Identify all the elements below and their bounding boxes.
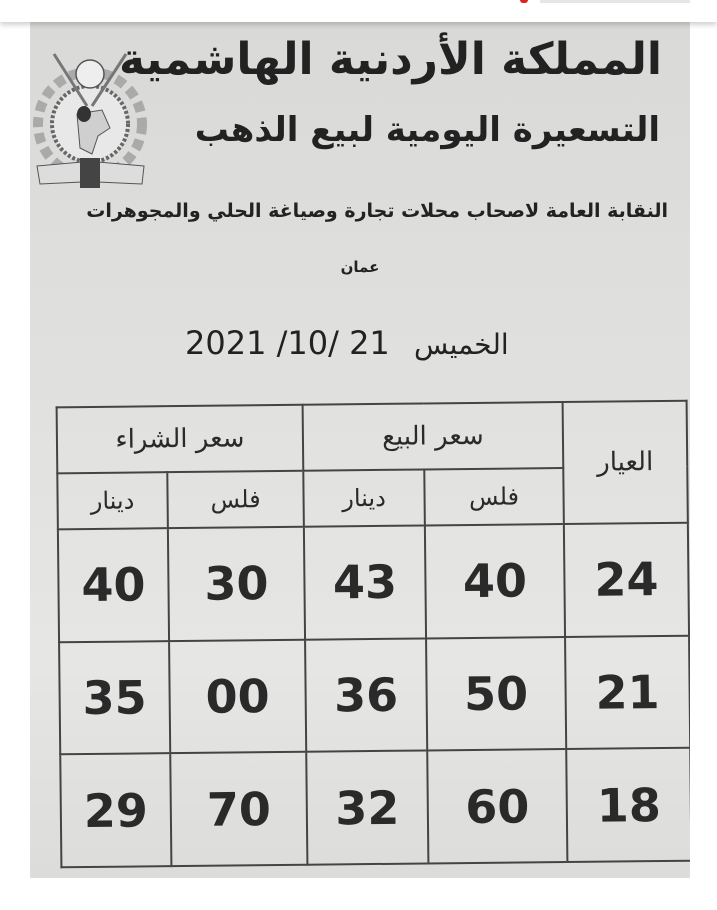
buy-fils-cell: 30 — [168, 527, 305, 641]
buy-fils-cell: 00 — [169, 639, 306, 753]
sell-fils-header: فلس — [424, 468, 564, 525]
sell-price-header: سعر البيع — [303, 402, 564, 471]
buy-price-header: سعر الشراء — [57, 405, 304, 474]
karat-cell: 21 — [565, 635, 690, 749]
buy-fils-header: فلس — [167, 471, 304, 528]
karat-cell: 24 — [564, 523, 689, 637]
buy-dinar-header: دينار — [57, 472, 168, 529]
karat-cell: 18 — [566, 748, 690, 862]
table-row — [59, 635, 690, 754]
sell-dinar-header: دينار — [303, 469, 425, 526]
sheet-title: التسعيرة اليومية لبيع الذهب — [194, 110, 660, 150]
city: عمان — [340, 258, 380, 276]
top-bar-field[interactable] — [540, 0, 690, 3]
sell-fils-cell: 40 — [425, 524, 565, 638]
top-bar-accent — [520, 0, 528, 3]
buy-dinar-cell: 40 — [58, 528, 169, 642]
table-row — [60, 748, 690, 867]
date-day: الخميس — [413, 328, 509, 361]
buy-dinar-cell: 35 — [59, 641, 170, 755]
gold-price-table — [56, 400, 690, 869]
sell-dinar-cell: 32 — [306, 751, 428, 865]
sell-fils-cell: 50 — [426, 637, 566, 751]
price-sheet — [30, 22, 690, 878]
table-row — [58, 523, 689, 642]
sell-dinar-cell: 43 — [304, 525, 426, 639]
buy-fils-cell: 70 — [170, 752, 307, 866]
kingdom-heading: المملكة الأردنية الهاشمية — [119, 34, 662, 85]
karat-header: العيار — [563, 401, 688, 524]
top-bar — [0, 0, 717, 22]
date-value: 2021 /10/ 21 — [185, 324, 390, 362]
date-line — [185, 324, 509, 362]
union-name: النقابة العامة لاصحاب محلات تجارة وصياغة الحلي والمجوهرات — [86, 200, 668, 222]
sell-fils-cell: 60 — [427, 749, 567, 863]
buy-dinar-cell: 29 — [60, 753, 171, 867]
sell-dinar-cell: 36 — [305, 638, 427, 752]
